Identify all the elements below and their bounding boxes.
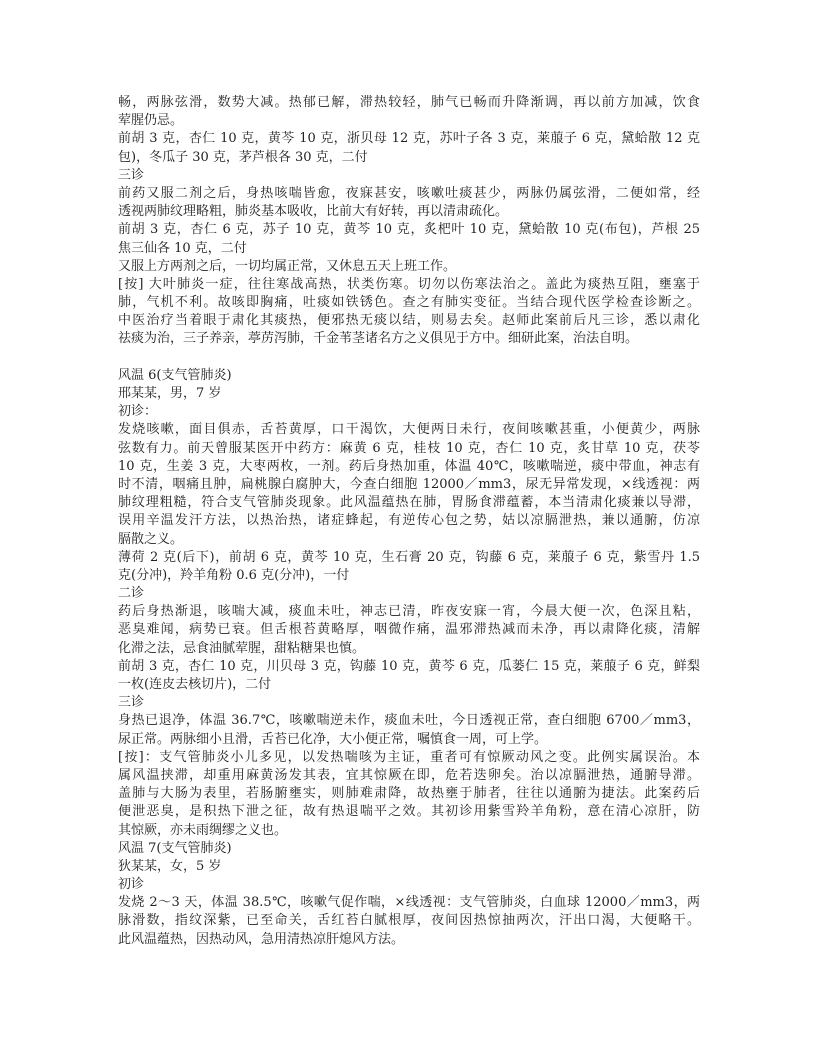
paragraph	[118, 712, 700, 748]
paragraph	[118, 94, 700, 130]
text-line: 发烧咳嗽，面目俱赤，舌苔黄厚，口干渴饮，大便两日未行，夜间咳嗽甚重，小便黄少，两脉	[118, 422, 700, 438]
paragraph	[118, 403, 700, 421]
text-line: 脉滑数，指纹深紫，已至命关，舌红苔白腻根厚，夜间因热惊抽两次，汗出口渴，大便略干。	[118, 913, 700, 929]
text-line: 发烧 2～3 天，体温 38.5℃，咳嗽气促作喘，×线透视：支气管肺炎，白血球 12000／mm3，两	[118, 895, 700, 911]
text-line: 化滞之法，忌食油腻荤腥，甜粘糖果也慎。	[118, 640, 366, 656]
text-line: 其惊厥，亦未雨绸缪之义也。	[118, 822, 288, 838]
paragraph	[118, 349, 700, 367]
text-line: 膈散之义。	[118, 531, 184, 547]
text-line: 尿正常。两脉细小且滑，舌苔已化净，大小便正常，嘱慎食一周，可上学。	[118, 731, 548, 747]
text-line: 此风温蕴热，因热动风，急用清热凉肝熄风方法。	[118, 931, 405, 947]
text-line: 身热已退净，体温 36.7℃，咳嗽喘逆未作，痰血未吐，今日透视正常，查白细胞 6700／mm3，	[118, 713, 700, 729]
text-line: 便泄恶臭，是积热下泄之征，故有热退喘平之效。其初诊用紫雪羚羊角粉，意在清心凉肝，防	[118, 804, 700, 820]
paragraph	[118, 367, 700, 385]
paragraph	[118, 858, 700, 876]
text-line: 药后身热渐退，咳喘大减，痰血未吐，神志已清，昨夜安寐一宵，今晨大便一次，色深且粘，	[118, 604, 700, 620]
paragraph	[118, 276, 700, 349]
text-line: 邢某某，男，7 岁	[118, 386, 222, 401]
paragraph	[118, 840, 700, 858]
text-line: 中医治疗当着眼于肃化其痰热，便邪热无痰以结，则易去矣。赵师此案前后凡三诊，悉以肃化	[118, 313, 700, 329]
text-line: 狄某某，女，5 岁	[118, 858, 222, 874]
document-page	[118, 94, 700, 949]
text-line: 肺纹理粗糙，符合支气管肺炎现象。此风温蕴热在肺，胃肠食滞蕴蓄，本当清肃化痰兼以导滞，	[118, 495, 700, 511]
paragraph	[118, 603, 700, 658]
paragraph	[118, 421, 700, 548]
text-line: 三诊	[118, 695, 145, 711]
text-line: 包)，冬瓜子 30 克，茅芦根各 30 克，二付	[118, 149, 368, 165]
paragraph	[118, 694, 700, 712]
text-line: 10 克，生姜 3 克，大枣两枚，一剂。药后身热加重，体温 40℃，咳嗽喘逆，痰中带血，神志有	[118, 458, 700, 474]
text-line: 三诊	[118, 167, 145, 183]
text-line: 肺，气机不利。故咳即胸痛，吐痰如铁锈色。查之有肺实变征。当结合现代医学检查诊断之。	[118, 295, 700, 311]
text-line: [按] 大叶肺炎一症，往往寒战高热，状类伤寒。切勿以伤寒法治之。盖此为痰热互阻，壅塞于	[118, 276, 700, 292]
text-line: 前药又服二剂之后，身热咳喘皆愈，夜寐甚安，咳嗽吐痰甚少，两脉仍属弦滑，二便如常，经	[118, 185, 700, 201]
text-line: 透视两肺纹理略粗，肺炎基本吸收，比前大有好转，再以清肃疏化。	[118, 204, 509, 220]
text-line: 又服上方两剂之后，一切均属正常，又休息五天上班工作。	[118, 258, 457, 274]
paragraph	[118, 749, 700, 840]
text-line: [按]：支气管肺炎小儿多见，以发热喘咳为主证，重者可有惊厥动风之变。此例实属误治。本	[118, 749, 700, 765]
text-line: 风温 7(支气管肺炎)	[118, 840, 232, 856]
paragraph	[118, 385, 700, 403]
text-line: 弦数有力。前天曾服某医开中药方：麻黄 6 克，桂枝 10 克，杏仁 10 克，炙甘草 10 克，茯苓	[118, 440, 700, 456]
paragraph	[118, 658, 700, 694]
text-line: 克(分冲)，羚羊角粉 0.6 克(分冲)，一付	[118, 567, 350, 583]
paragraph	[118, 167, 700, 185]
text-line: 焦三仙各 10 克，二付	[118, 240, 247, 256]
text-line: 时不清，咽痛且肿，扁桃腺白腐肿大，今查白细胞 12000／mm3，尿无异常发现，×线透视：两	[118, 476, 700, 492]
text-line: 前胡 3 克，杏仁 10 克，川贝母 3 克，钩藤 10 克，黄芩 6 克，瓜蒌仁 15 克，莱菔子 6 克，鲜梨	[118, 658, 700, 674]
text-line: 前胡 3 克，杏仁 6 克，苏子 10 克，黄芩 10 克，炙杷叶 10 克，黛蛤散 10 克(布包)，芦根 25	[118, 222, 700, 238]
text-line: 一枚(连皮去核切片)，二付	[118, 677, 272, 692]
paragraph	[118, 185, 700, 221]
text-line: 恶臭难闻，病势已衰。但舌根苔黄略厚，咽微作痛，温邪滞热减而未净，再以肃降化痰，清解	[118, 622, 700, 638]
text-line: 荤腥仍忌。	[118, 113, 184, 129]
text-line: 初诊：	[118, 404, 158, 420]
paragraph	[118, 221, 700, 257]
paragraph	[118, 258, 700, 276]
paragraph	[118, 585, 700, 603]
text-line	[118, 349, 700, 367]
text-line: 祛痰为治，三子养亲，葶苈泻肺，千金苇茎诸名方之义俱见于方中。细研此案，治法自明。	[118, 331, 639, 347]
text-line: 盖肺与大肠为表里，若肠腑壅实，则肺难肃降，故热壅于肺者，往往以通腑为捷法。此案药后	[118, 786, 700, 802]
text-line: 误用辛温发汗方法，以热治热，诸症蜂起，有逆传心包之势，姑以凉膈泄热，兼以通腑，仿凉	[118, 513, 700, 529]
text-line: 前胡 3 克，杏仁 10 克，黄芩 10 克，浙贝母 12 克，苏叶子各 3 克，莱菔子 6 克，黛蛤散 12 克	[118, 131, 700, 147]
text-line: 属风温挟滞，却重用麻黄汤发其表，宜其惊厥在即，危若迭卵矣。治以凉膈泄热，通腑导滞。	[118, 767, 700, 783]
text-line: 薄荷 2 克(后下)，前胡 6 克，黄芩 10 克，生石膏 20 克，钩藤 6 克，莱菔子 6 克，紫雪丹 1.5	[118, 549, 700, 565]
text-line: 畅，两脉弦滑，数势大减。热郁已解，滞热较轻，肺气已畅而升降渐调，再以前方加减，饮食	[118, 95, 700, 110]
text-line: 二诊	[118, 586, 145, 602]
text-line: 初诊	[118, 877, 145, 893]
paragraph	[118, 876, 700, 894]
paragraph	[118, 130, 700, 166]
text-line: 风温 6(支气管肺炎)	[118, 367, 232, 383]
paragraph	[118, 549, 700, 585]
paragraph	[118, 894, 700, 949]
